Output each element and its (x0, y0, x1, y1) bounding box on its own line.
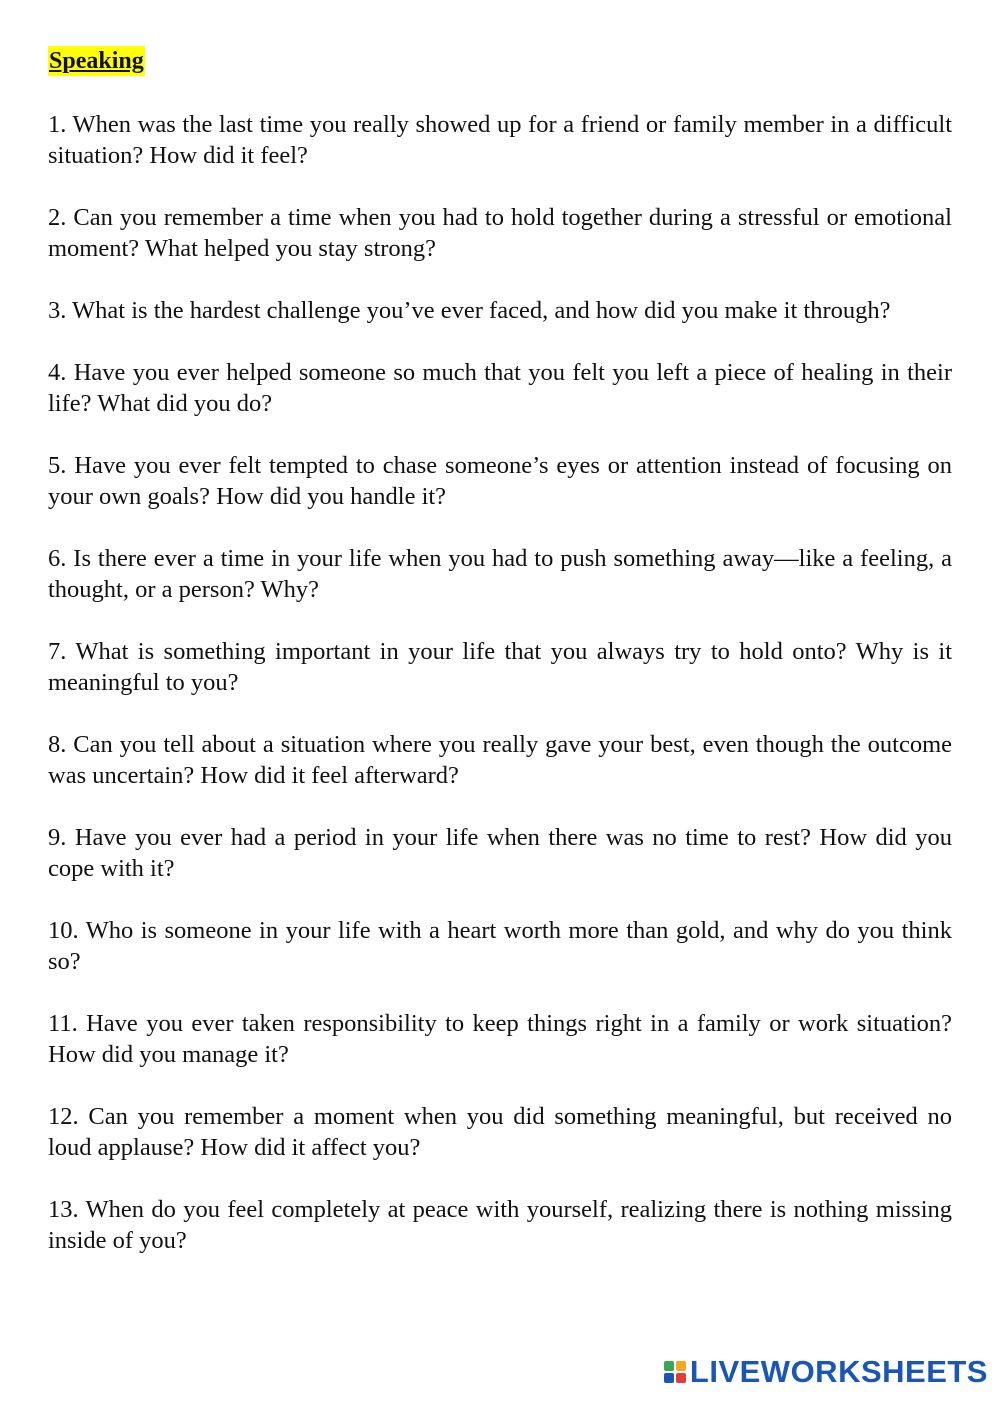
logo-tile-orange (676, 1361, 686, 1371)
logo-tile-blue (664, 1373, 674, 1383)
question-8: 8. Can you tell about a situation where you really gave your best, even though the outcome was uncertain? How did it feel afterward? (48, 731, 952, 789)
question-7: 7. What is something important in your life that you always try to hold onto? Why is it meaningful to you? (48, 638, 952, 696)
question-5: 5. Have you ever felt tempted to chase someone’s eyes or attention instead of focusing on your own goals? How did you handle it? (48, 452, 952, 510)
logo-tile-red (676, 1373, 686, 1383)
question-11: 11. Have you ever taken responsibility to keep things right in a family or work situation? How did you manage it? (48, 1010, 952, 1068)
question-12: 12. Can you remember a moment when you did something meaningful, but received no loud applause? How did it affect you? (48, 1103, 952, 1161)
question-3: 3. What is the hardest challenge you’ve ever faced, and how did you make it through? (48, 297, 891, 324)
section-heading: Speaking (49, 48, 144, 74)
question-2: 2. Can you remember a time when you had to hold together during a stressful or emotional moment? What helped you stay strong? (48, 204, 952, 262)
question-6: 6. Is there ever a time in your life when you had to push something away—like a feeling, a thought, or a person? Why? (48, 545, 952, 603)
question-13: 13. When do you feel completely at peace with yourself, realizing there is nothing missing inside of you? (48, 1196, 952, 1254)
liveworksheets-logo (664, 1356, 988, 1388)
question-9: 9. Have you ever had a period in your life when there was no time to rest? How did you cope with it? (48, 824, 952, 882)
logo-wordmark: LIVEWORKSHEETS (689, 1354, 988, 1389)
question-10: 10. Who is someone in your life with a heart worth more than gold, and why do you think so? (48, 917, 952, 975)
logo-tile-green (664, 1361, 674, 1371)
worksheet-page (48, 46, 952, 1287)
question-4: 4. Have you ever helped someone so much that you felt you left a piece of healing in their life? What did you do? (48, 359, 952, 417)
question-1: 1. When was the last time you really showed up for a friend or family member in a difficult situation? How did it feel? (48, 111, 952, 169)
liveworksheets-logo-icon (664, 1361, 686, 1383)
